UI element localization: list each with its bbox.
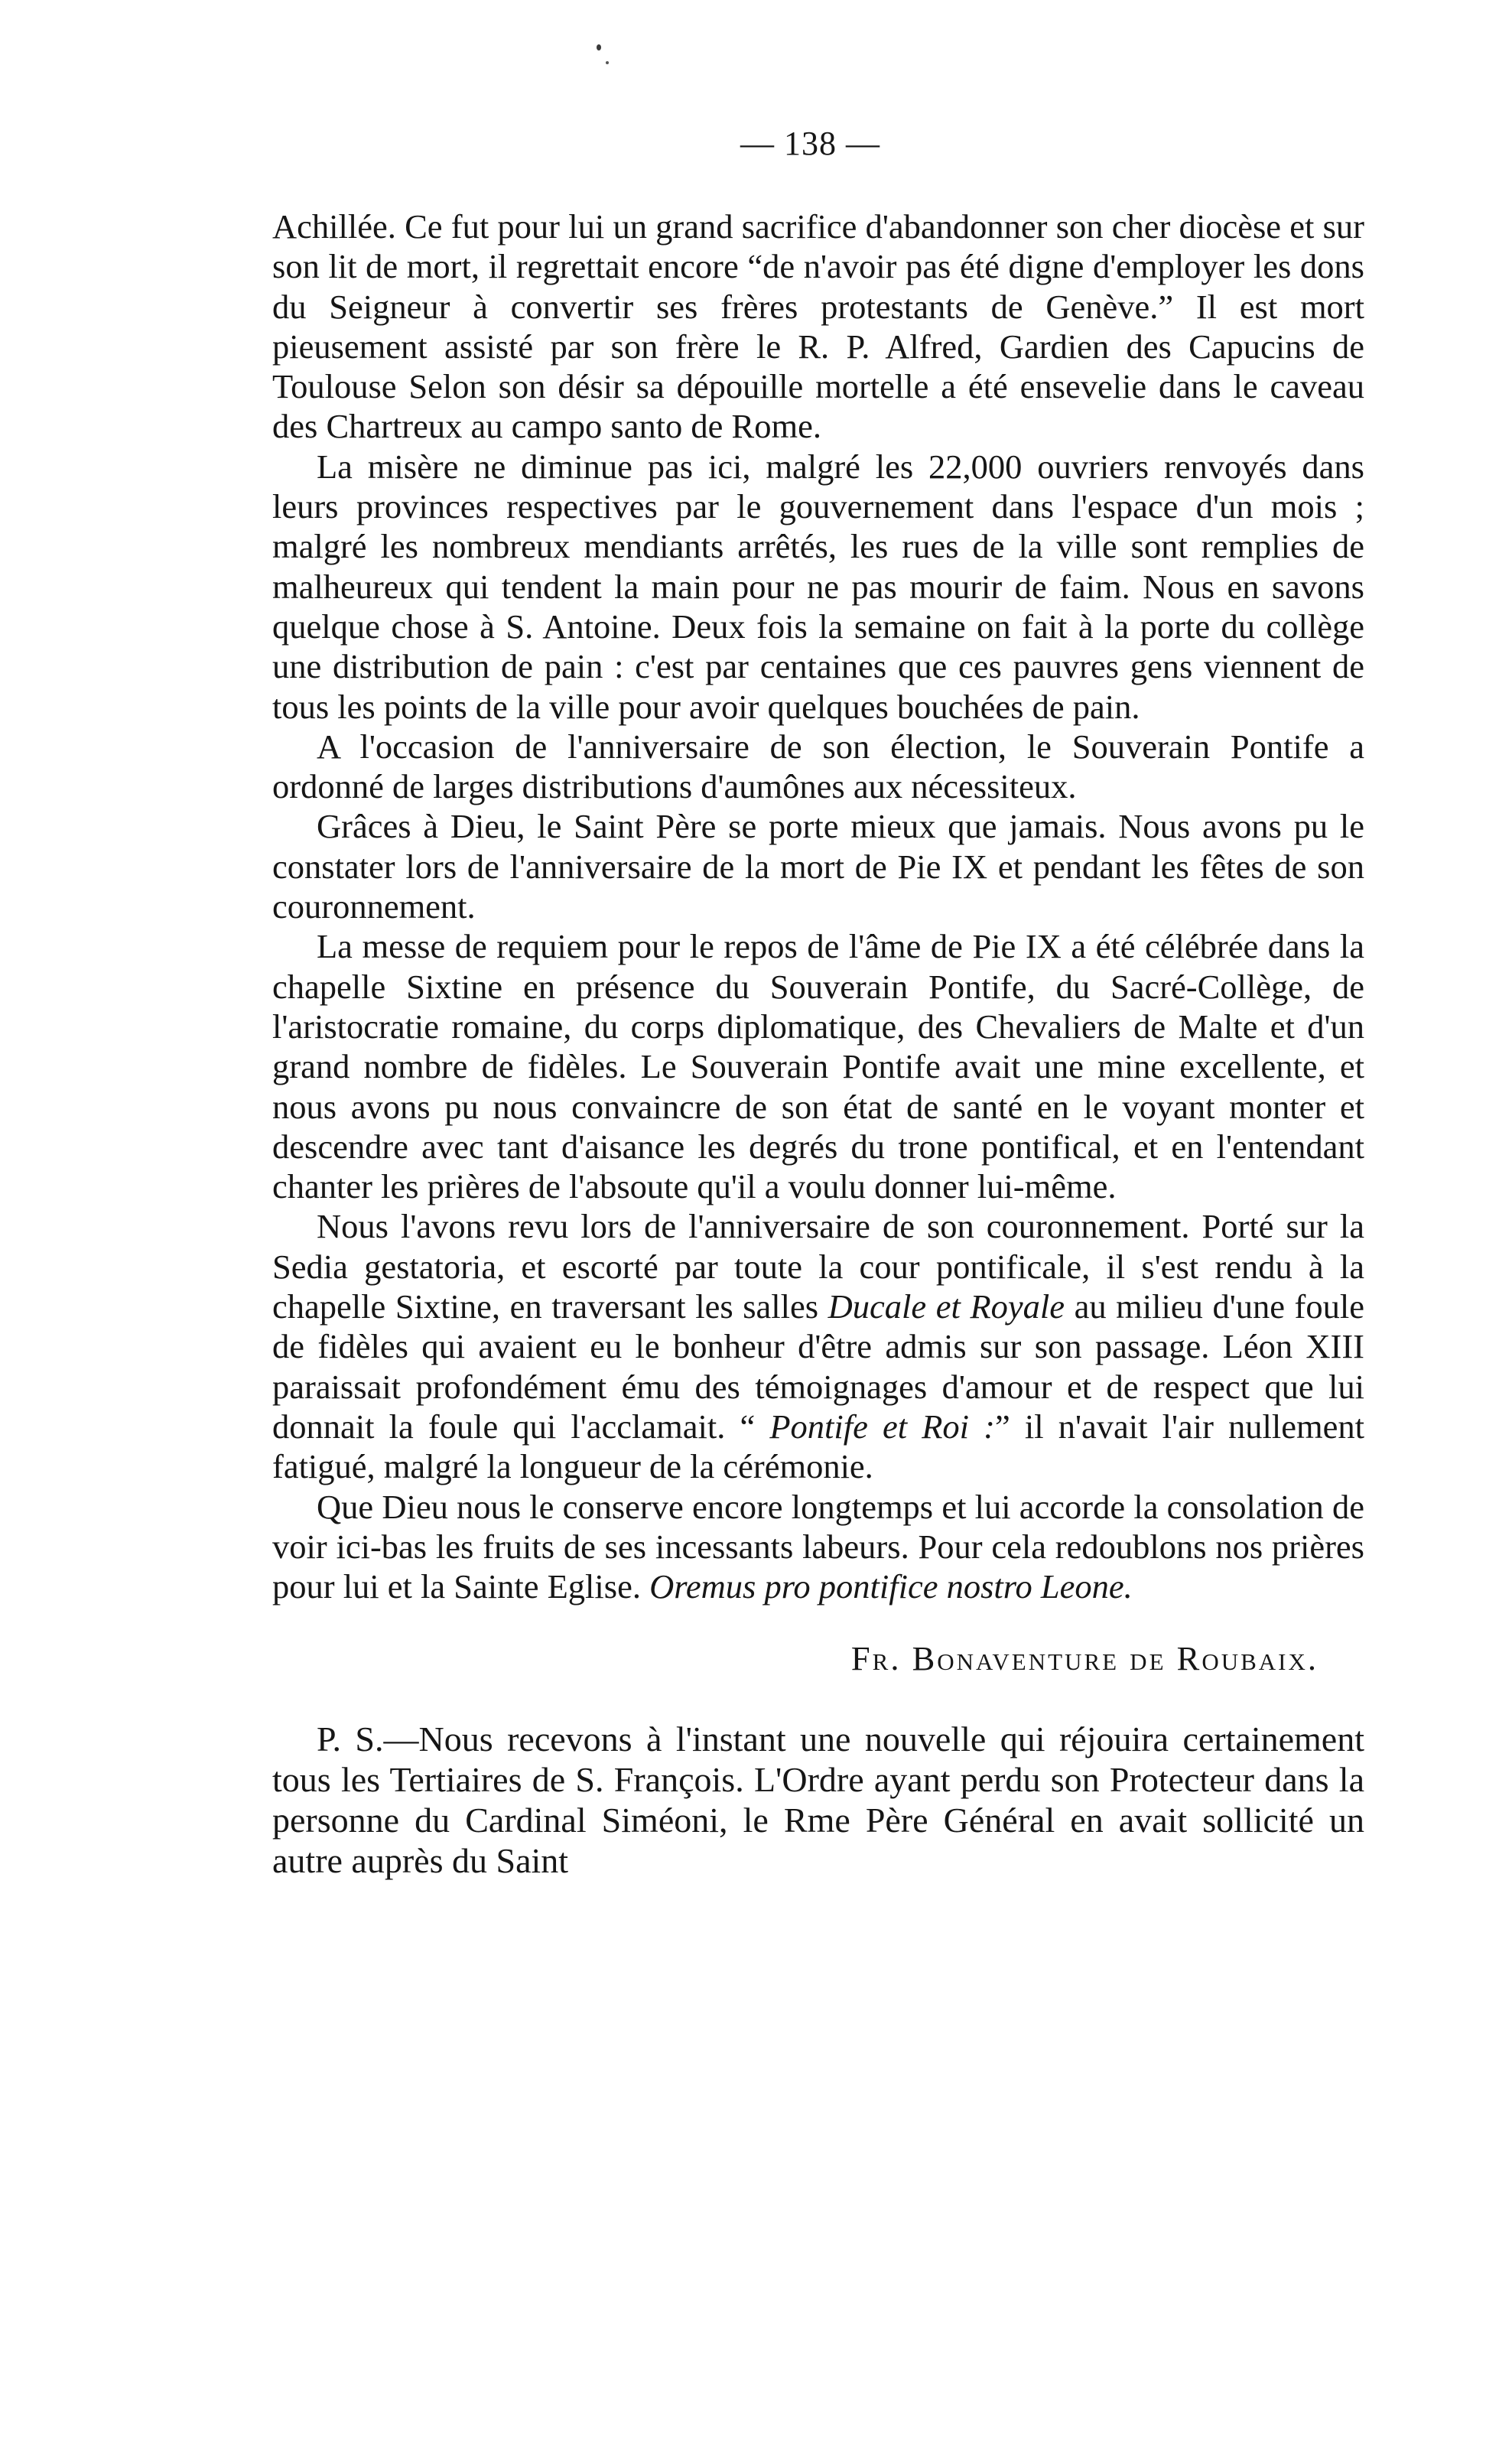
italic-ducale-royale: Ducale et Royale (828, 1287, 1065, 1326)
paragraph-1: Achillée. Ce fut pour lui un grand sacrifice d'abandonner son cher diocèse et sur son lit de mort, il regrettait encore “de n'avoir pas été digne d'employer les dons du Seigneur à convertir ses frères protestants de Genève.” Il est mort pieusement assisté par son frère le R. P. Alfred, Gardien des Capucins de Toulouse Selon son désir sa dépouille mortelle a été ensevelie dans le caveau des Chartreux au campo santo de Rome. (272, 207, 1364, 446)
italic-oremus: Oremus pro pontifice nostro Leone. (649, 1567, 1133, 1606)
ink-speck (597, 44, 601, 50)
signature: Fr. Bonaventure de Roubaix. (850, 1639, 1319, 1678)
postscript: P. S.—Nous recevons à l'instant une nouvelle qui réjouira certainement tous les Tertiaires de S. François. L'Ordre ayant perdu son Protecteur dans la personne du Cardinal Siméoni, le Rme Père Général en avait sollicité un autre auprès du Saint (272, 1719, 1364, 1880)
paragraph-6-text: ” il n'avait l'air nullement fatigué, malgré la longueur de la cérémonie. (272, 1407, 1364, 1486)
paragraph-7 (272, 1487, 1364, 1607)
paragraph-6-text: au milieu d'une foule de fidèles qui avaient eu le bonheur d'être admis sur son passage. Léon XIII paraissait profondément ému des témoignages d'amour et de respect que lui donnait la foule qui l'acclamait. “ (272, 1287, 1364, 1446)
article-body (272, 207, 1364, 1881)
paragraph-2: La misère ne diminue pas ici, malgré les 22,000 ouvriers renvoyés dans leurs provinces respectives par le gouvernement dans l'espace d'un mois ; malgré les nombreux mendiants arrêtés, les rues de la ville sont remplies de malheureux qui tendent la main pour ne pas mourir de faim. Nous en savons quelque chose à S. Antoine. Deux fois la semaine on fait à la porte du collège une distribution de pain : c'est par centaines que ces pauvres gens viennent de tous les points de la ville pour avoir quelques bouchées de pain. (272, 447, 1364, 726)
page-number: — 138 — (740, 125, 880, 162)
paragraph-7-text: Que Dieu nous le conserve encore longtemps et lui accorde la consolation de voir ici-bas les fruits de ses incessants labeurs. Pour cela redoublons nos prières pour lui et la Sainte Eglise. (272, 1487, 1364, 1606)
paragraph-4: Grâces à Dieu, le Saint Père se porte mieux que jamais. Nous avons pu le constater lors de l'anniversaire de la mort de Pie IX et pendant les fêtes de son couronnement. (272, 807, 1364, 926)
italic-pontife-roi: Pontife et Roi : (769, 1407, 995, 1446)
paragraph-6 (272, 1206, 1364, 1486)
ink-speck (606, 61, 609, 64)
paragraph-3: A l'occasion de l'anniversaire de son élection, le Souverain Pontife a ordonné de larges distributions d'aumônes aux nécessiteux. (272, 727, 1364, 806)
paragraph-5: La messe de requiem pour le repos de l'âme de Pie IX a été célébrée dans la chapelle Sixtine en présence du Souverain Pontife, du Sacré-Collège, de l'aristocratie romaine, du corps diplomatique, des Chevaliers de Malte et d'un grand nombre de fidèles. Le Souverain Pontife avait une mine excellente, et nous avons pu nous convaincre de son état de santé en le voyant monter et descendre avec tant d'aisance les degrés du trone pontifical, et en l'entendant chanter les prières de l'absoute qu'il a voulu donner lui-même. (272, 927, 1364, 1206)
paragraph-6-text: Nous l'avons revu lors de l'anniversaire de son couronnement. Porté sur la Sedia gestatoria, et escorté par toute la cour pontificale, il s'est rendu à la chapelle Sixtine, en traversant les salles (272, 1207, 1364, 1326)
